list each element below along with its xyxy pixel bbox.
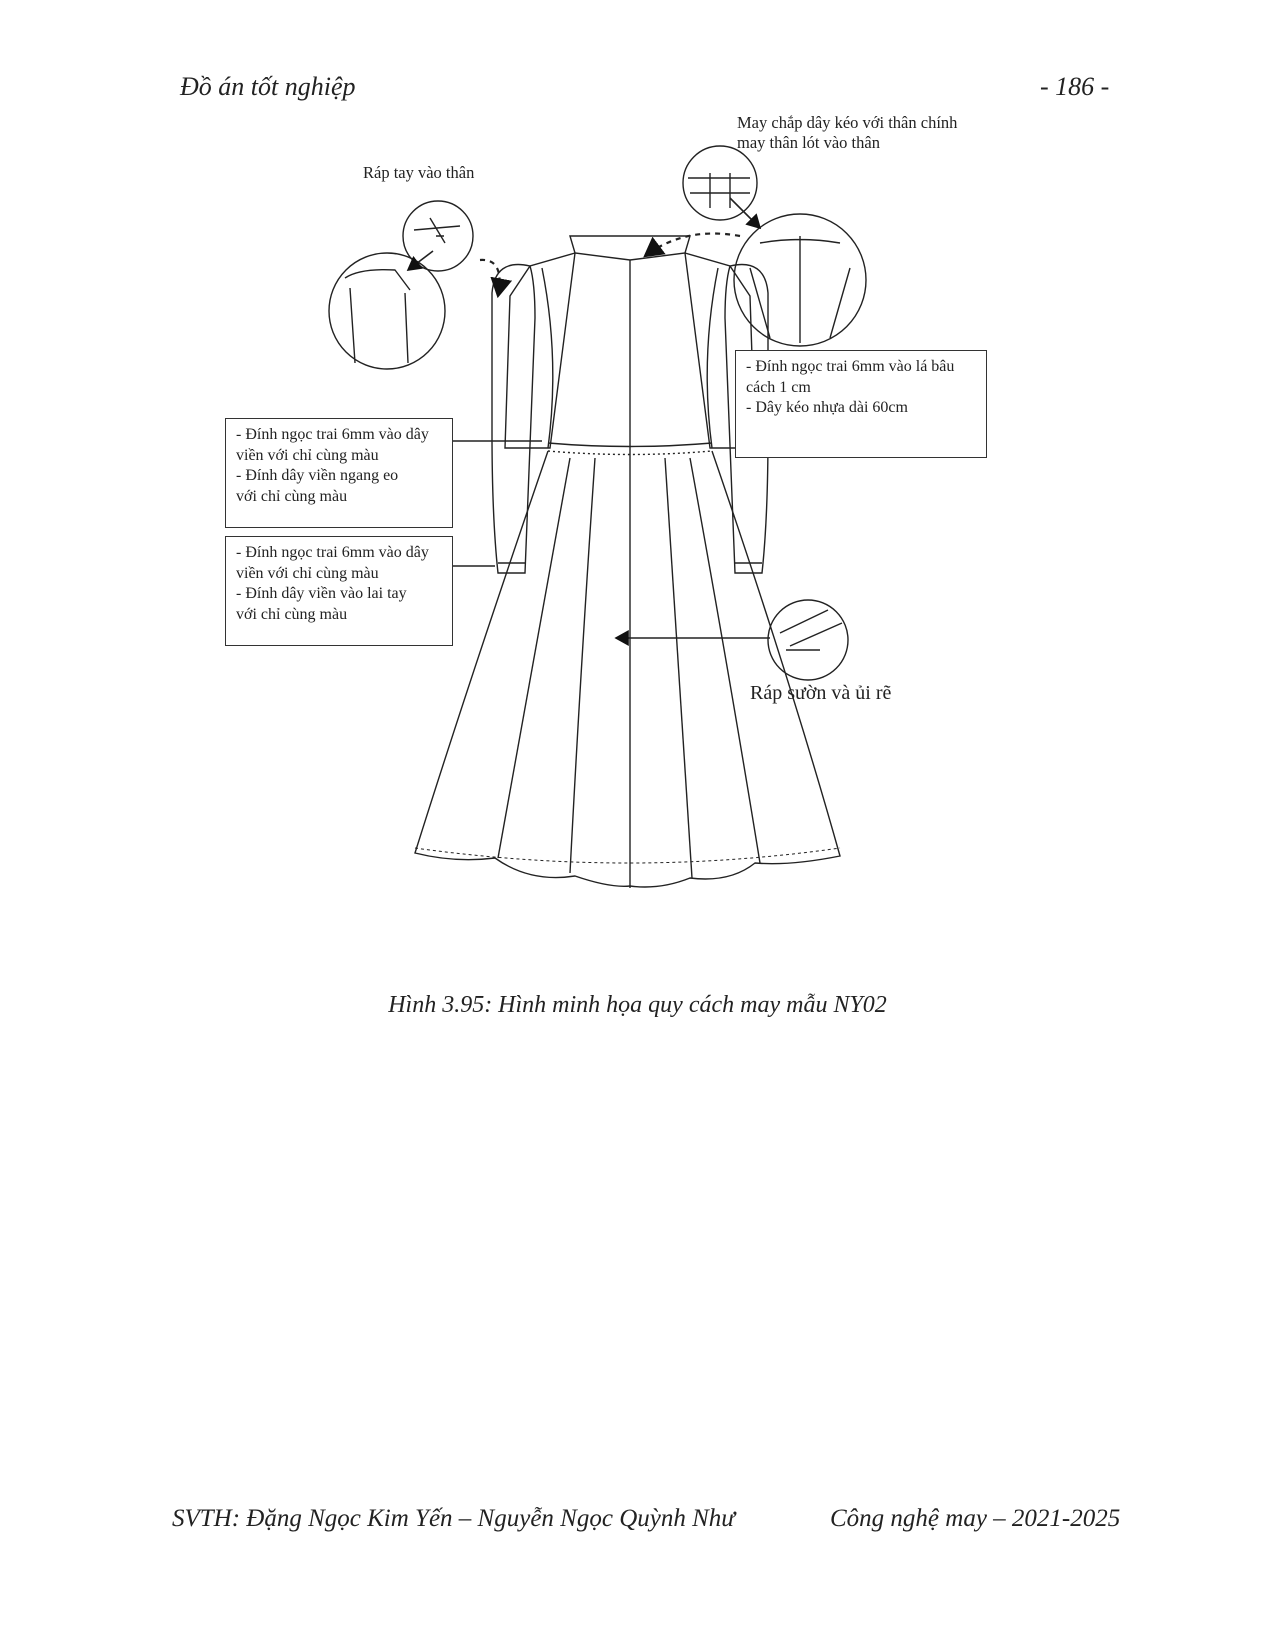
- note-cuff-line: viền với chỉ cùng màu: [236, 564, 379, 582]
- label-zipper-line2: may thân lót vào thân: [737, 133, 880, 152]
- figure-caption: Hình 3.95: Hình minh họa quy cách may mẫu NY02: [388, 992, 887, 1018]
- note-waist: [225, 418, 453, 528]
- note-waist-line: viền với chỉ cùng màu: [236, 446, 379, 464]
- note-waist-line: - Đính ngọc trai 6mm vào dây: [236, 426, 429, 443]
- note-collar: [735, 350, 987, 458]
- note-collar-line: - Dây kéo nhựa dài 60cm: [746, 399, 908, 416]
- note-cuff-line: với chỉ cùng màu: [236, 605, 348, 623]
- note-waist-line: - Đính dây viền ngang eo: [236, 467, 399, 484]
- footer-program: Công nghệ may – 2021-2025: [830, 1505, 1121, 1532]
- footer-authors: SVTH: Đặng Ngọc Kim Yến – Nguyễn Ngọc Quỳnh Như: [172, 1505, 735, 1532]
- note-waist-line: với chỉ cùng màu: [236, 487, 348, 505]
- note-collar-line: - Đính ngọc trai 6mm vào lá bâu: [746, 358, 955, 375]
- label-zipper-line1: May chắp dây kéo với thân chính: [737, 113, 958, 132]
- header-title: Đồ án tốt nghiệp: [180, 72, 356, 101]
- label-side-seam: Ráp sườn và ủi rẽ: [750, 682, 892, 704]
- sewing-spec-figure: [230, 113, 1030, 938]
- note-cuff: [225, 536, 453, 646]
- note-cuff-line: - Đính dây viền vào lai tay: [236, 585, 407, 602]
- label-sleeve-attach: Ráp tay vào thân: [363, 163, 475, 182]
- note-cuff-line: - Đính ngọc trai 6mm vào dây: [236, 544, 429, 561]
- page-number: - 186 -: [1040, 72, 1110, 101]
- dress-back-sketch: [230, 118, 1030, 938]
- note-collar-line: cách 1 cm: [746, 378, 811, 396]
